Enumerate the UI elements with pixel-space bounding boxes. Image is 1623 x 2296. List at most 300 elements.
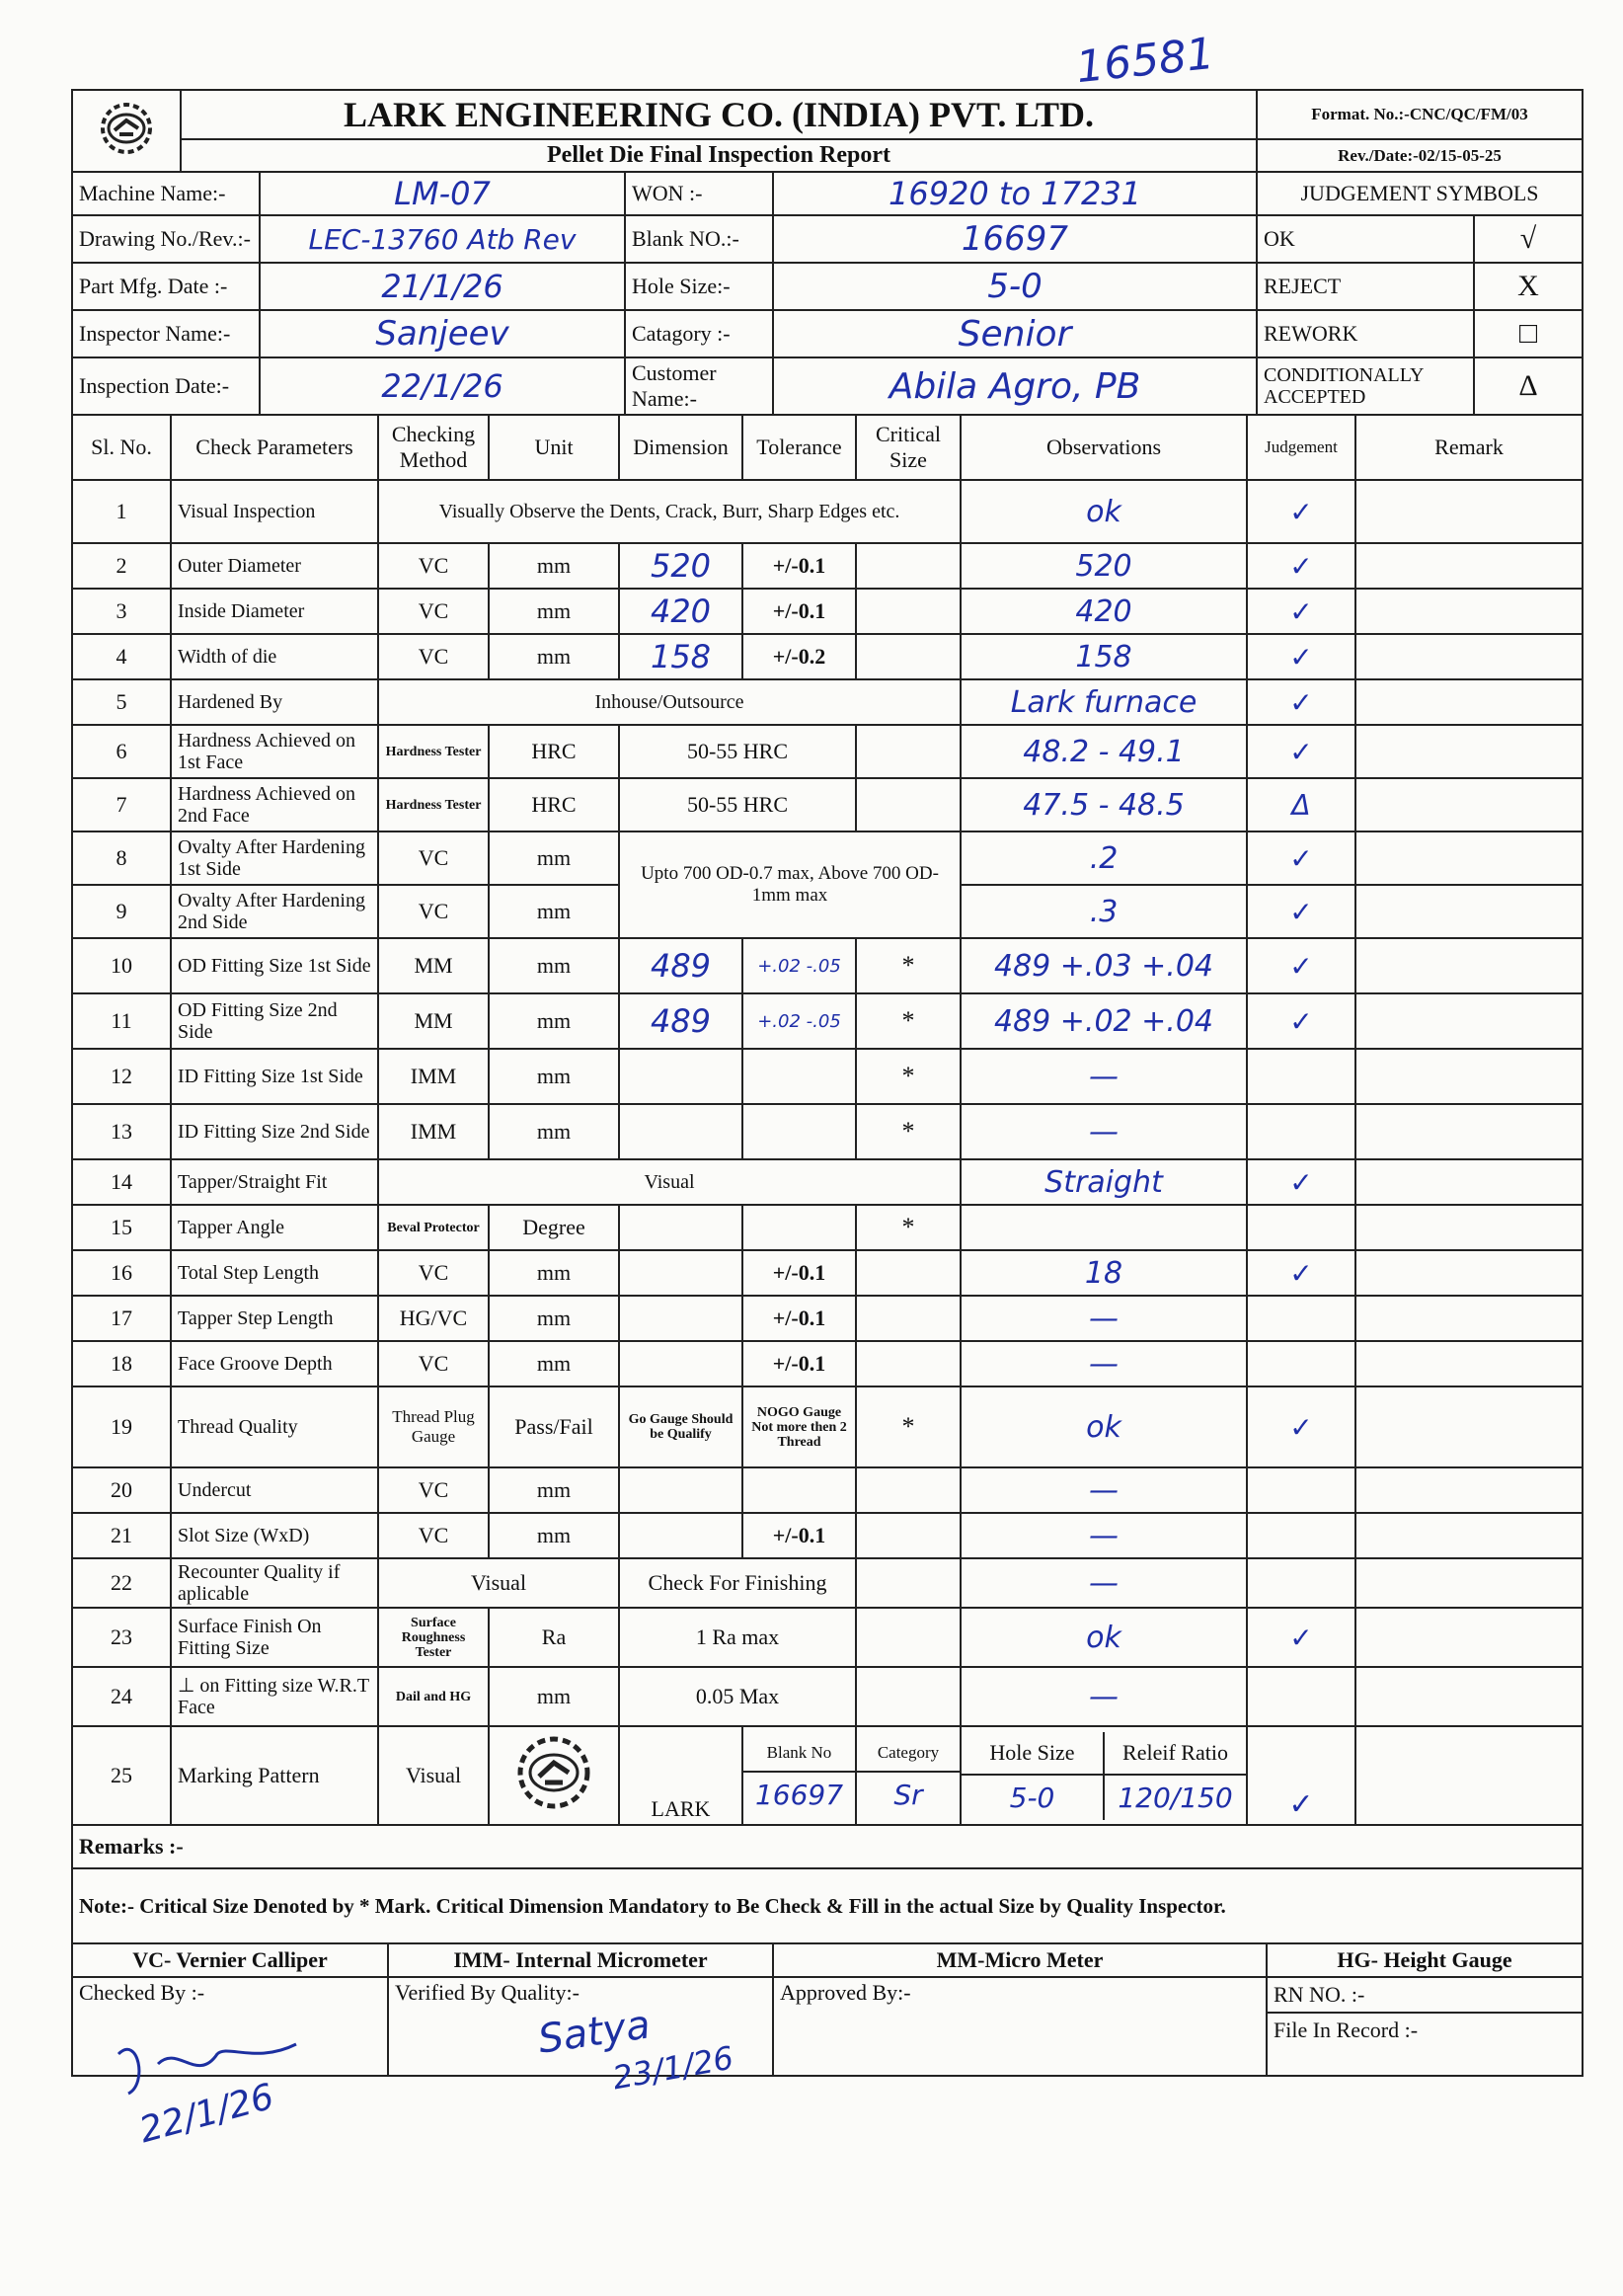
inspection-table: [71, 414, 1584, 1944]
marking-hole-relief-cell: [961, 1726, 1247, 1825]
row-critical: *: [856, 1104, 961, 1159]
rn-no-label: RN NO. :-: [1268, 1978, 1582, 2014]
row-observation: —: [961, 1667, 1247, 1726]
row-remark: [1355, 1049, 1583, 1104]
table-row: [72, 1467, 1583, 1513]
row-tolerance: +.02 -.05: [742, 993, 856, 1049]
row-observation: [961, 1205, 1247, 1250]
table-row: [72, 1296, 1583, 1341]
table-row: [72, 679, 1583, 725]
category-value: Senior: [773, 310, 1257, 357]
marking-remark: [1355, 1726, 1583, 1825]
row-unit: Pass/Fail: [489, 1386, 619, 1467]
row-sl: 3: [72, 589, 171, 634]
row-sl: 11: [72, 993, 171, 1049]
table-row: [72, 1667, 1583, 1726]
table-row: [72, 831, 1583, 885]
table-row: [72, 1205, 1583, 1250]
file-record-label: File In Record :-: [1274, 2018, 1419, 2042]
row-unit: mm: [489, 885, 619, 938]
machine-name-label: Machine Name:-: [72, 172, 260, 215]
row-param: Recounter Quality if aplicable: [171, 1558, 378, 1608]
row-param: Hardened By: [171, 679, 378, 725]
row-observation: 158: [961, 634, 1247, 679]
row-critical: [856, 1250, 961, 1296]
row-sl: 24: [72, 1667, 171, 1726]
remarks-label: Remarks :-: [72, 1825, 1583, 1868]
row-sl: 10: [72, 938, 171, 993]
judgement-symbols-title: JUDGEMENT SYMBOLS: [1257, 172, 1583, 215]
row-critical: *: [856, 1386, 961, 1467]
row-judgement: ✓: [1247, 1608, 1355, 1667]
row-remark: [1355, 885, 1583, 938]
mfg-date-value: 21/1/26: [260, 263, 625, 310]
customer-label: Customer Name:-: [625, 357, 773, 415]
row-dimension: [619, 1296, 742, 1341]
insp-date-value: 22/1/26: [260, 357, 625, 415]
row-remark: [1355, 831, 1583, 885]
table-row: [72, 778, 1583, 831]
row-observation: 489 +.03 +.04: [961, 938, 1247, 993]
row-tolerance: NOGO Gauge Not more then 2 Thread: [742, 1386, 856, 1467]
judgement-ok-label: OK: [1257, 215, 1474, 263]
row-method: Thread Plug Gauge: [378, 1386, 489, 1467]
row-tolerance: [742, 1049, 856, 1104]
hole-value: 5-0: [773, 263, 1257, 310]
row-observation: .2: [961, 831, 1247, 885]
row-dimension: [619, 1049, 742, 1104]
row-judgement: [1247, 1513, 1355, 1558]
row-judgement: ✓: [1247, 1250, 1355, 1296]
row-observation: 18: [961, 1250, 1247, 1296]
marking-relief-value: 120/150: [1118, 1781, 1233, 1814]
row-judgement: [1247, 1205, 1355, 1250]
row-remark: [1355, 1341, 1583, 1386]
row-span-text: Visual: [378, 1159, 961, 1205]
row-judgement: ✓: [1247, 993, 1355, 1049]
row-param: Marking Pattern: [171, 1726, 378, 1825]
row-unit: mm: [489, 1250, 619, 1296]
judgement-rework-symbol: □: [1474, 310, 1583, 357]
checked-by-label: Checked By :-: [72, 1977, 388, 2076]
row-dimension: 489: [619, 993, 742, 1049]
row-method: IMM: [378, 1049, 489, 1104]
row-sl: 14: [72, 1159, 171, 1205]
row-remark: [1355, 1250, 1583, 1296]
table-row: [72, 938, 1583, 993]
judgement-reject-symbol: X: [1474, 263, 1583, 310]
row-dimension: [619, 1104, 742, 1159]
judgement-reject-label: REJECT: [1257, 263, 1474, 310]
row-param: Ovalty After Hardening 1st Side: [171, 831, 378, 885]
row-judgement: ✓: [1247, 543, 1355, 589]
row-unit: mm: [489, 1104, 619, 1159]
row-sl: 18: [72, 1341, 171, 1386]
col-observations: Observations: [961, 415, 1247, 480]
col-unit: Unit: [489, 415, 619, 480]
row-critical: [856, 778, 961, 831]
row-observation: —: [961, 1104, 1247, 1159]
table-row: [72, 1558, 1583, 1608]
row-observation: —: [961, 1513, 1247, 1558]
col-tolerance: Tolerance: [742, 415, 856, 480]
row-judgement: ✓: [1247, 831, 1355, 885]
row-judgement: ✓: [1247, 634, 1355, 679]
judgement-ok-symbol: √: [1474, 215, 1583, 263]
row-remark: [1355, 1296, 1583, 1341]
row-tolerance: +/-0.1: [742, 1513, 856, 1558]
marking-lark: LARK: [619, 1726, 742, 1825]
row-dimension: Go Gauge Should be Qualify: [619, 1386, 742, 1467]
row-unit: mm: [489, 543, 619, 589]
row-param: Tapper Angle: [171, 1205, 378, 1250]
verified-by-label: Verified By Quality:-: [388, 1977, 773, 2076]
row-sl: 6: [72, 725, 171, 778]
row-sl: 15: [72, 1205, 171, 1250]
judgement-rework-label: REWORK: [1257, 310, 1474, 357]
row-method: VC: [378, 831, 489, 885]
row-param: Total Step Length: [171, 1250, 378, 1296]
row-param: Tapper/Straight Fit: [171, 1159, 378, 1205]
row-param: Thread Quality: [171, 1386, 378, 1467]
row-sl: 22: [72, 1558, 171, 1608]
table-row: [72, 1608, 1583, 1667]
row-tolerance: [742, 1467, 856, 1513]
legend-hg: HG- Height Gauge: [1267, 1943, 1583, 1977]
row-dim-tol: 1 Ra max: [619, 1608, 856, 1667]
marking-row: [72, 1726, 1583, 1825]
row-unit: HRC: [489, 778, 619, 831]
row-param: ID Fitting Size 2nd Side: [171, 1104, 378, 1159]
note-text: Note:- Critical Size Denoted by * Mark. Critical Dimension Mandatory to Be Check & Fill in the actual Size by Quality Inspector.: [72, 1868, 1583, 1943]
row-param: Ovalty After Hardening 2nd Side: [171, 885, 378, 938]
row-sl: 8: [72, 831, 171, 885]
row-method: VC: [378, 1467, 489, 1513]
row-observation: .3: [961, 885, 1247, 938]
row-param: Surface Finish On Fitting Size: [171, 1608, 378, 1667]
row-param: Hardness Achieved on 1st Face: [171, 725, 378, 778]
table-row: [72, 1159, 1583, 1205]
row-observation: ok: [961, 1608, 1247, 1667]
row-method: Hardness Tester: [378, 725, 489, 778]
header-table: [71, 89, 1584, 173]
row-unit: mm: [489, 1296, 619, 1341]
row-dim-tol: 0.05 Max: [619, 1667, 856, 1726]
row-tolerance: +.02 -.05: [742, 938, 856, 993]
row-remark: [1355, 1467, 1583, 1513]
row-method: VC: [378, 634, 489, 679]
marking-category-label: Category: [857, 1735, 960, 1773]
row-critical: [856, 1296, 961, 1341]
row-critical: [856, 1608, 961, 1667]
row-unit: mm: [489, 589, 619, 634]
approved-by-label: Approved By:-: [773, 1977, 1267, 2076]
row-critical: *: [856, 1049, 961, 1104]
row-remark: [1355, 725, 1583, 778]
row-tolerance: +/-0.1: [742, 589, 856, 634]
column-header-row: [72, 415, 1583, 480]
row-remark: [1355, 480, 1583, 543]
table-row: [72, 1386, 1583, 1467]
row-observation: 47.5 - 48.5: [961, 778, 1247, 831]
row-judgement: ✓: [1247, 589, 1355, 634]
marking-category-value: Sr: [893, 1778, 923, 1811]
row-sl: 4: [72, 634, 171, 679]
row-dimension: 158: [619, 634, 742, 679]
row-unit: Ra: [489, 1608, 619, 1667]
table-row: [72, 725, 1583, 778]
row-remark: [1355, 1667, 1583, 1726]
table-row: [72, 1049, 1583, 1104]
row-judgement: ✓: [1247, 1159, 1355, 1205]
row-unit: mm: [489, 1513, 619, 1558]
col-param: Check Parameters: [171, 415, 378, 480]
row-method: IMM: [378, 1104, 489, 1159]
marking-category-cell: [856, 1726, 961, 1825]
row-param: ⊥ on Fitting size W.R.T Face: [171, 1667, 378, 1726]
row-sl: 23: [72, 1608, 171, 1667]
row-observation: 420: [961, 589, 1247, 634]
row-judgement: [1247, 1104, 1355, 1159]
row-dimension: [619, 1250, 742, 1296]
row-param: Width of die: [171, 634, 378, 679]
ovality-tolerance: Upto 700 OD-0.7 max, Above 700 OD-1mm max: [619, 831, 961, 938]
blank-label: Blank NO.:-: [625, 215, 773, 263]
row-tolerance: +/-0.1: [742, 1341, 856, 1386]
row-remark: [1355, 679, 1583, 725]
marking-judgement: ✓: [1247, 1726, 1355, 1825]
row-critical: [856, 543, 961, 589]
row-sl: 20: [72, 1467, 171, 1513]
row-observation: —: [961, 1049, 1247, 1104]
row-dimension: 420: [619, 589, 742, 634]
row-critical: *: [856, 993, 961, 1049]
row-critical: *: [856, 938, 961, 993]
insp-date-label: Inspection Date:-: [72, 357, 260, 415]
row-span-text: Visually Observe the Dents, Crack, Burr, Sharp Edges etc.: [378, 480, 961, 543]
row-remark: [1355, 938, 1583, 993]
format-no: Format. No.:-CNC/QC/FM/03: [1257, 90, 1583, 139]
checked-date: 22/1/26: [135, 2076, 278, 2152]
row-observation: —: [961, 1467, 1247, 1513]
row-remark: [1355, 543, 1583, 589]
row-critical: [856, 1558, 961, 1608]
row-remark: [1355, 993, 1583, 1049]
row-observation: Straight: [961, 1159, 1247, 1205]
row-critical: *: [856, 1205, 961, 1250]
row-dimension: [619, 1205, 742, 1250]
judgement-conditional-label: CONDITIONALLY ACCEPTED: [1257, 357, 1474, 415]
category-label: Catagory :-: [625, 310, 773, 357]
gear-logo-icon: [82, 99, 171, 158]
col-remark: Remark: [1355, 415, 1583, 480]
row-dimension: [619, 1467, 742, 1513]
row-observation: ok: [961, 480, 1247, 543]
row-tolerance: [742, 1104, 856, 1159]
row-critical: [856, 1467, 961, 1513]
company-logo: [72, 90, 181, 172]
row-unit: mm: [489, 993, 619, 1049]
row-param: Inside Diameter: [171, 589, 378, 634]
table-row: [72, 634, 1583, 679]
inspector-value: Sanjeev: [260, 310, 625, 357]
row-dimension: 520: [619, 543, 742, 589]
row-dim-tol: 50-55 HRC: [619, 725, 856, 778]
row-dim-tol: Check For Finishing: [619, 1558, 856, 1608]
row-dimension: [619, 1341, 742, 1386]
row-judgement: [1247, 1049, 1355, 1104]
row-remark: [1355, 589, 1583, 634]
row-param: Face Groove Depth: [171, 1341, 378, 1386]
marking-logo: [489, 1726, 619, 1825]
row-tolerance: +/-0.1: [742, 1250, 856, 1296]
row-param: Undercut: [171, 1467, 378, 1513]
table-row: [72, 1250, 1583, 1296]
row-dim-tol: 50-55 HRC: [619, 778, 856, 831]
table-row: [72, 1341, 1583, 1386]
col-judgement: Judgement: [1247, 415, 1355, 480]
verified-date: 23/1/26: [609, 2038, 736, 2098]
marking-blank-label: Blank No: [743, 1735, 855, 1773]
row-method: VC: [378, 543, 489, 589]
drawing-value: LEC-13760 Atb Rev: [260, 215, 625, 263]
company-name: LARK ENGINEERING CO. (INDIA) PVT. LTD.: [181, 90, 1257, 139]
row-param: OD Fitting Size 2nd Side: [171, 993, 378, 1049]
row-sl: 7: [72, 778, 171, 831]
row-method: MM: [378, 993, 489, 1049]
row-observation: 520: [961, 543, 1247, 589]
row-unit: mm: [489, 1667, 619, 1726]
legend-mm: MM-Micro Meter: [773, 1943, 1267, 1977]
row-method: Visual: [378, 1558, 619, 1608]
row-param: Tapper Step Length: [171, 1296, 378, 1341]
row-param: Slot Size (WxD): [171, 1513, 378, 1558]
row-remark: [1355, 1558, 1583, 1608]
row-remark: [1355, 1205, 1583, 1250]
row-observation: 48.2 - 49.1: [961, 725, 1247, 778]
row-remark: [1355, 1159, 1583, 1205]
row-judgement: [1247, 1467, 1355, 1513]
col-method: Checking Method: [378, 415, 489, 480]
row-remark: [1355, 1386, 1583, 1467]
row-method: Hardness Tester: [378, 778, 489, 831]
row-observation: 489 +.02 +.04: [961, 993, 1247, 1049]
row-method: MM: [378, 938, 489, 993]
machine-name-value: LM-07: [260, 172, 625, 215]
row-unit: mm: [489, 634, 619, 679]
row-sl: 17: [72, 1296, 171, 1341]
row-judgement: [1247, 1558, 1355, 1608]
row-remark: [1355, 634, 1583, 679]
row-param: OD Fitting Size 1st Side: [171, 938, 378, 993]
row-unit: mm: [489, 938, 619, 993]
row-judgement: ✓: [1247, 480, 1355, 543]
row-critical: [856, 725, 961, 778]
row-observation: ok: [961, 1386, 1247, 1467]
row-judgement: [1247, 1667, 1355, 1726]
info-table: [71, 171, 1584, 416]
row-judgement: [1247, 1341, 1355, 1386]
row-critical: [856, 634, 961, 679]
drawing-label: Drawing No./Rev.:-: [72, 215, 260, 263]
row-judgement: ✓: [1247, 679, 1355, 725]
col-sl: Sl. No.: [72, 415, 171, 480]
record-cell: [1267, 1977, 1583, 2076]
blank-value: 16697: [773, 215, 1257, 263]
legend-vc: VC- Vernier Calliper: [72, 1943, 388, 1977]
row-tolerance: +/-0.1: [742, 543, 856, 589]
row-param: Outer Diameter: [171, 543, 378, 589]
row-method: Visual: [378, 1726, 489, 1825]
row-tolerance: [742, 1205, 856, 1250]
inspection-rows: [72, 480, 1583, 1726]
legend-imm: IMM- Internal Micrometer: [388, 1943, 773, 1977]
verified-signature: Satya: [535, 2002, 654, 2063]
row-sl: 12: [72, 1049, 171, 1104]
judgement-conditional-symbol: Δ: [1474, 357, 1583, 415]
row-observation: —: [961, 1296, 1247, 1341]
row-method: VC: [378, 1513, 489, 1558]
row-dimension: [619, 1513, 742, 1558]
col-critical: Critical Size: [856, 415, 961, 480]
rev-date: Rev./Date:-02/15-05-25: [1257, 139, 1583, 172]
row-judgement: ✓: [1247, 938, 1355, 993]
row-tolerance: +/-0.1: [742, 1296, 856, 1341]
row-observation: —: [961, 1558, 1247, 1608]
table-row: [72, 480, 1583, 543]
row-unit: mm: [489, 1341, 619, 1386]
row-judgement: ✓: [1247, 1386, 1355, 1467]
row-judgement: ✓: [1247, 725, 1355, 778]
row-critical: [856, 1341, 961, 1386]
row-critical: [856, 1667, 961, 1726]
row-method: Dail and HG: [378, 1667, 489, 1726]
row-unit: HRC: [489, 725, 619, 778]
won-label: WON :-: [625, 172, 773, 215]
row-judgement: [1247, 1296, 1355, 1341]
row-method: Beval Protector: [378, 1205, 489, 1250]
row-sl: 2: [72, 543, 171, 589]
row-sl: 19: [72, 1386, 171, 1467]
row-sl: 21: [72, 1513, 171, 1558]
row-critical: [856, 589, 961, 634]
marking-blank-value: 16697: [754, 1778, 844, 1811]
row-method: VC: [378, 1250, 489, 1296]
row-unit: mm: [489, 1049, 619, 1104]
marking-hole-value: 5-0: [962, 1776, 1105, 1820]
row-remark: [1355, 1513, 1583, 1558]
row-sl: 16: [72, 1250, 171, 1296]
hole-label: Hole Size:-: [625, 263, 773, 310]
row-remark: [1355, 1104, 1583, 1159]
row-sl: 13: [72, 1104, 171, 1159]
table-row: [72, 1513, 1583, 1558]
row-critical: [856, 1513, 961, 1558]
mfg-date-label: Part Mfg. Date :-: [72, 263, 260, 310]
report-title: Pellet Die Final Inspection Report: [181, 139, 1257, 172]
row-method: VC: [378, 885, 489, 938]
marking-gear-icon: [500, 1733, 608, 1812]
marking-blank-cell: [742, 1726, 856, 1825]
row-span-text: Inhouse/Outsource: [378, 679, 961, 725]
won-value: 16920 to 17231: [773, 172, 1257, 215]
row-tolerance: +/-0.2: [742, 634, 856, 679]
customer-value: Abila Agro, PB: [773, 357, 1257, 415]
inspection-sheet: [71, 89, 1584, 2077]
row-sl: 9: [72, 885, 171, 938]
row-remark: [1355, 1608, 1583, 1667]
inspector-label: Inspector Name:-: [72, 310, 260, 357]
